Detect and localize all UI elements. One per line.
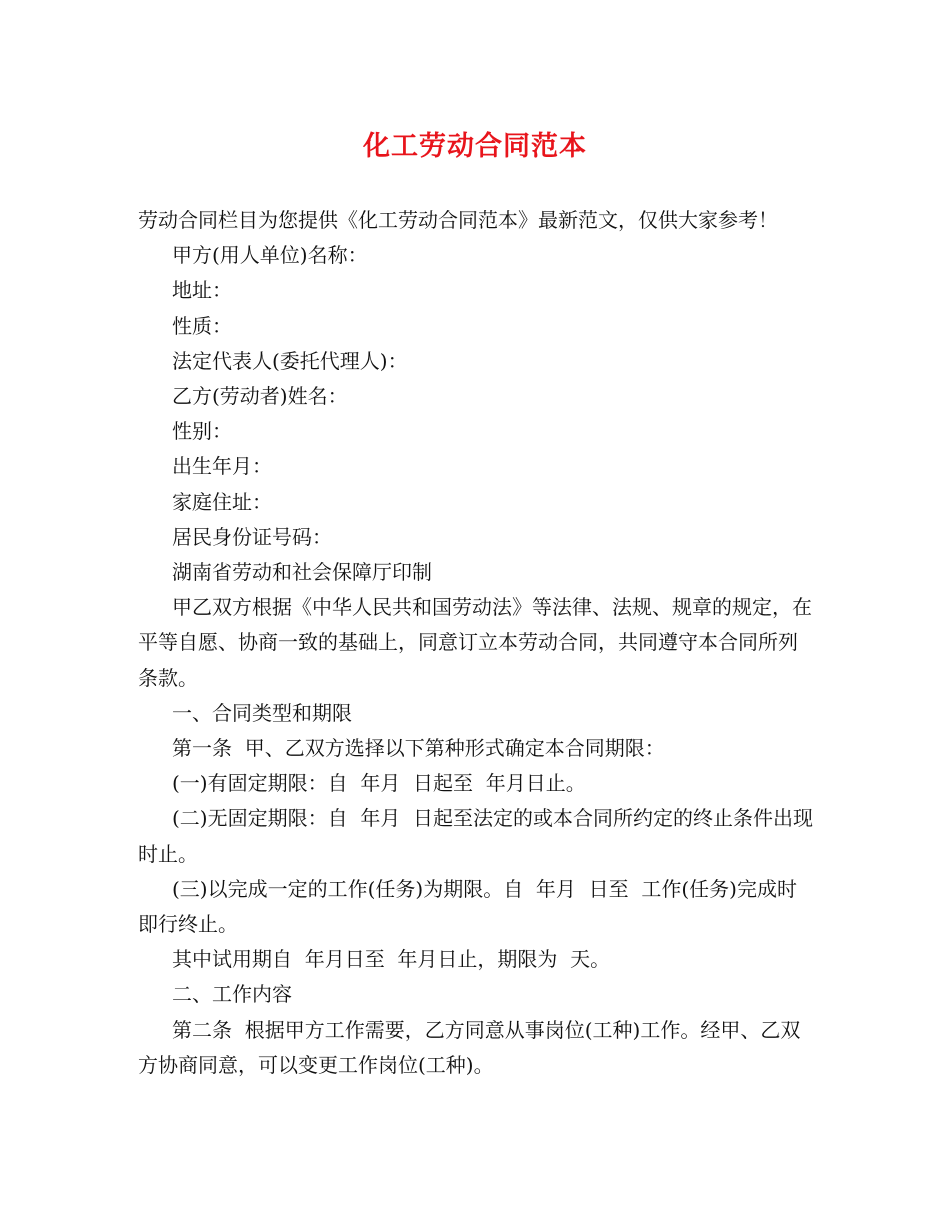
probation-line: 其中试用期自 年月日至 年月日止，期限为 天。 bbox=[172, 947, 611, 972]
nature-field: 性质： bbox=[172, 313, 232, 338]
party-b-name-field: 乙方(劳动者)姓名： bbox=[172, 384, 348, 409]
address-field: 地址： bbox=[172, 278, 232, 303]
section-2-heading: 二、工作内容 bbox=[172, 982, 292, 1007]
preamble-paragraph: 甲乙双方根据《中华人民共和国劳动法》等法律、法规、规章的规定，在平等自愿、协商一致的基础上，同意订立本劳动合同，共同遵守本合同所列条款。 bbox=[138, 595, 812, 690]
article-1: 第一条 甲、乙双方选择以下第种形式确定本合同期限： bbox=[172, 736, 665, 761]
printed-by-line: 湖南省劳动和社会保障厅印制 bbox=[172, 560, 432, 585]
id-number-field: 居民身份证号码： bbox=[172, 524, 332, 549]
birth-field: 出生年月： bbox=[172, 454, 272, 479]
gender-field: 性别： bbox=[172, 419, 232, 444]
option-2: (二)无固定期限：自 年月 日起至法定的或本合同所约定的终止条件出现时止。 bbox=[138, 806, 814, 866]
intro-paragraph: 劳动合同栏目为您提供《化工劳动合同范本》最新范文，仅供大家参考！ bbox=[138, 208, 778, 232]
document-title: 化工劳动合同范本 bbox=[363, 131, 587, 162]
home-address-field: 家庭住址： bbox=[172, 489, 272, 514]
party-a-name-field: 甲方(用人单位)名称： bbox=[172, 243, 368, 268]
document-body bbox=[138, 203, 816, 1083]
legal-rep-field: 法定代表人(委托代理人)： bbox=[172, 348, 408, 373]
option-1: (一)有固定期限：自 年月 日起至 年月日止。 bbox=[172, 771, 586, 796]
article-2: 第二条 根据甲方工作需要，乙方同意从事岗位(工种)工作。经甲、乙双方协商同意，可以变更工作岗位(工种)。 bbox=[138, 1017, 801, 1077]
section-1-heading: 一、合同类型和期限 bbox=[172, 700, 352, 725]
option-3: (三)以完成一定的工作(任务)为期限。自 年月 日至 工作(任务)完成时即行终止。 bbox=[138, 876, 797, 937]
